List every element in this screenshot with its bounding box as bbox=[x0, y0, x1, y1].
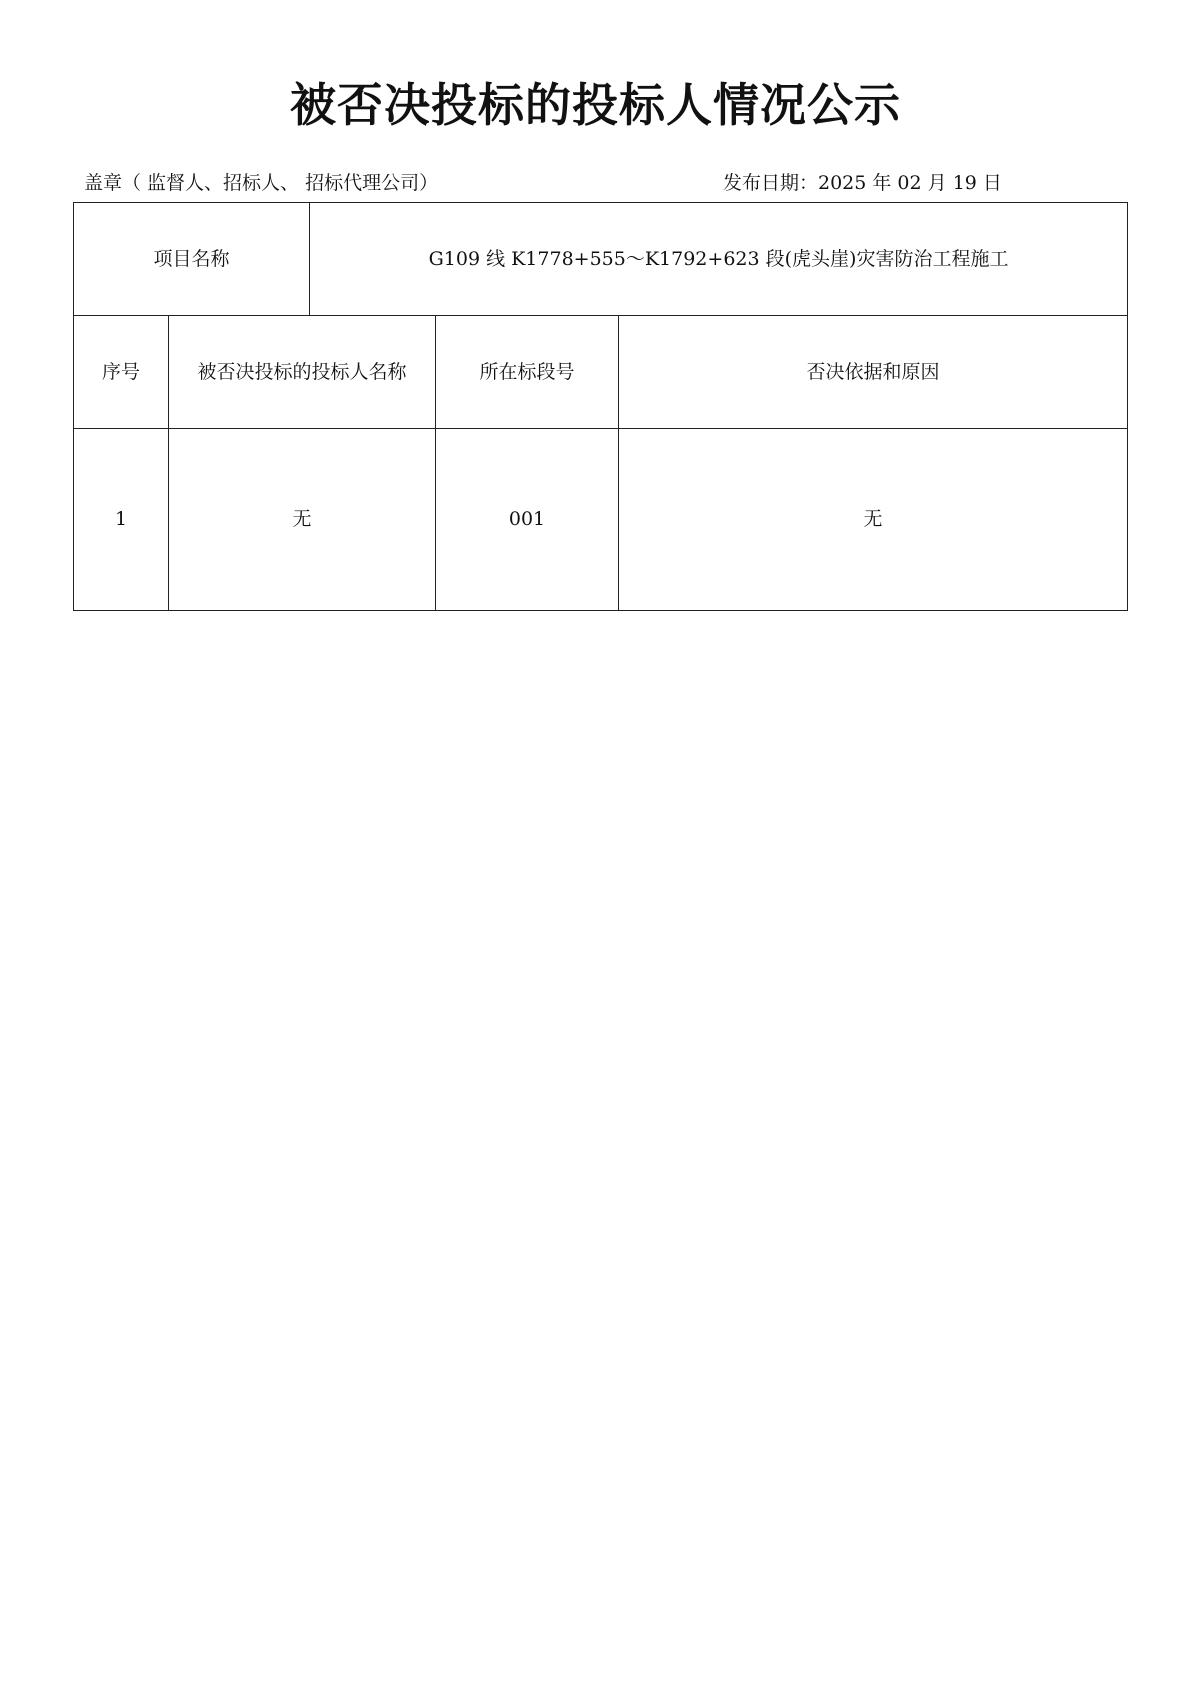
table-header-row bbox=[74, 316, 1128, 429]
project-label: 项目名称 bbox=[74, 203, 310, 316]
header-section-number: 所在标段号 bbox=[436, 316, 619, 429]
project-row bbox=[74, 203, 1128, 316]
header-index: 序号 bbox=[74, 316, 169, 429]
cell-rejection-reason: 无 bbox=[619, 429, 1128, 611]
stamp-line: 盖章（ 监督人、招标人、 招标代理公司） bbox=[84, 172, 439, 194]
cell-bidder-name: 无 bbox=[169, 429, 436, 611]
header-rejection-reason: 否决依据和原因 bbox=[619, 316, 1128, 429]
rejected-bidders-table bbox=[73, 202, 1128, 611]
page-title: 被否决投标的投标人情况公示 bbox=[290, 78, 901, 132]
header-bidder-name: 被否决投标的投标人名称 bbox=[169, 316, 436, 429]
table-row bbox=[74, 429, 1128, 611]
project-name: G109 线 K1778+555～K1792+623 段(虎头崖)灾害防治工程施工 bbox=[310, 203, 1128, 316]
cell-index: 1 bbox=[74, 429, 169, 611]
publish-date: 发布日期：2025 年 02 月 19 日 bbox=[723, 172, 1002, 194]
cell-section-number: 001 bbox=[436, 429, 619, 611]
